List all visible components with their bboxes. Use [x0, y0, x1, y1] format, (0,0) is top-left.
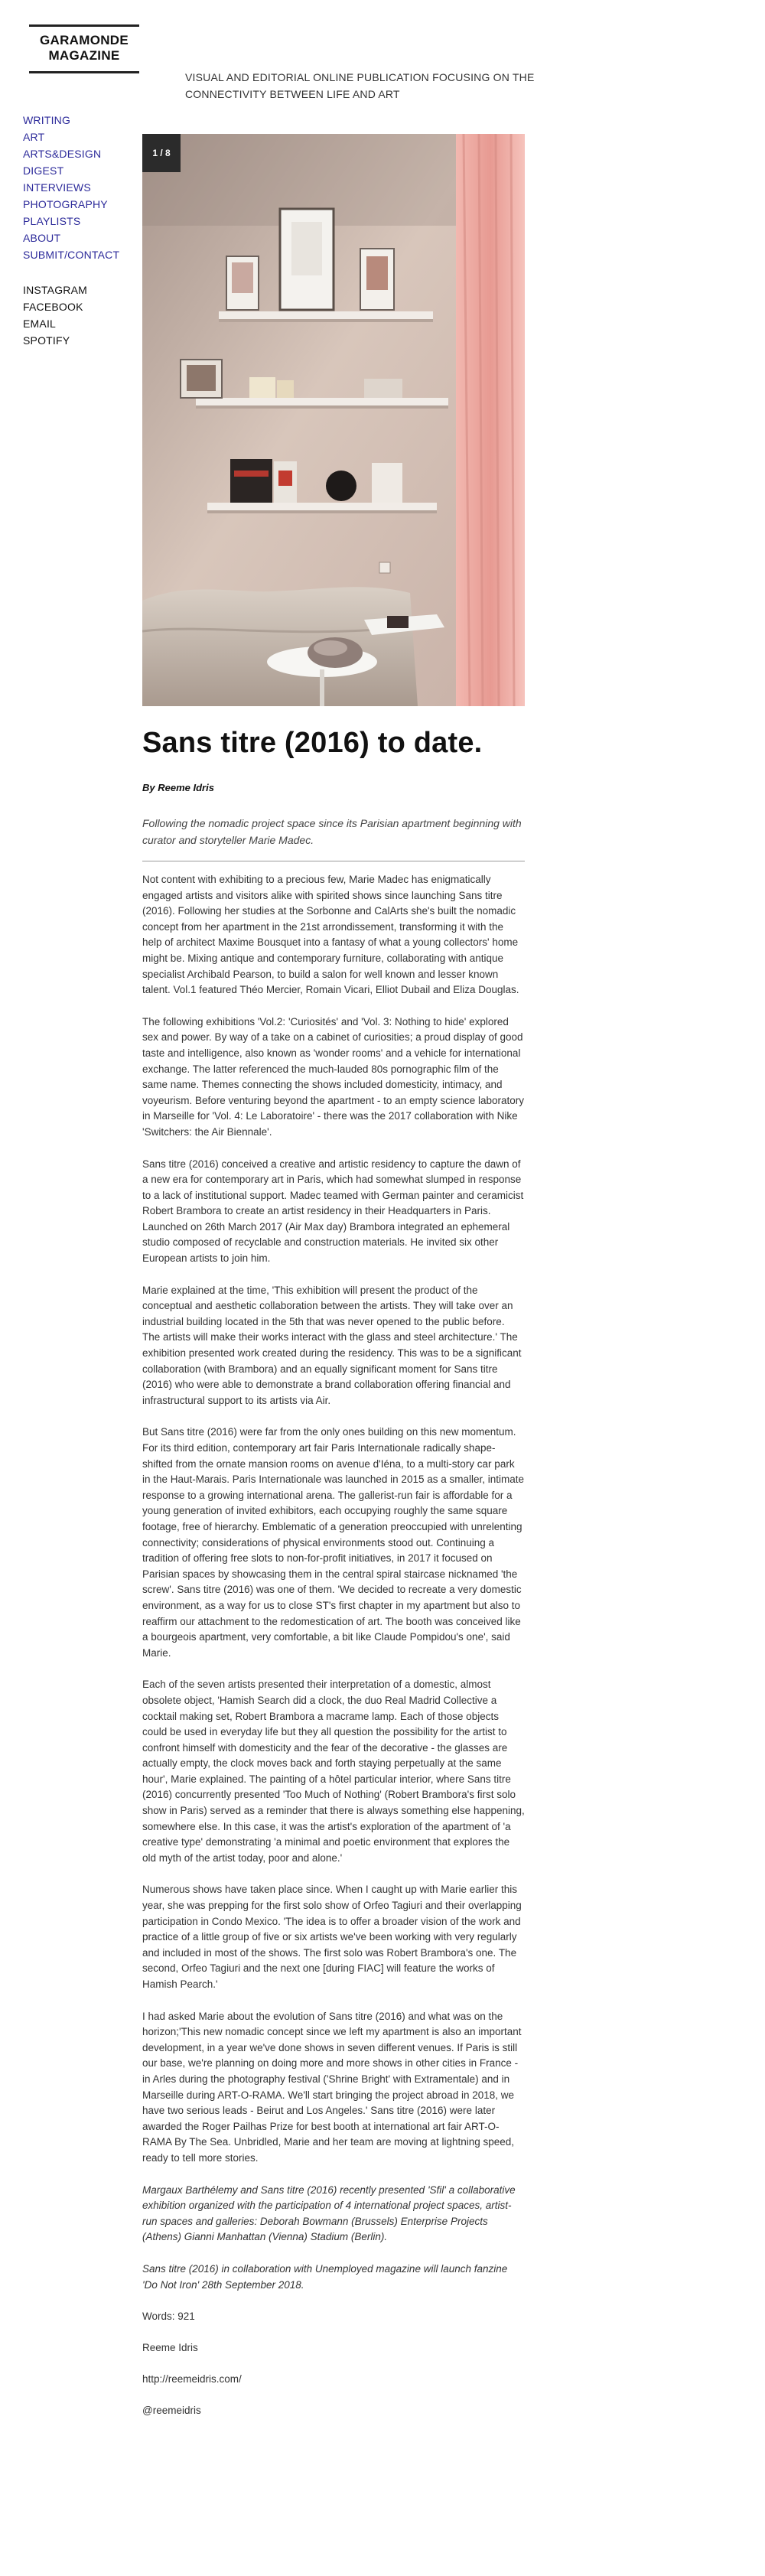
word-count: Words: 921: [142, 2311, 195, 2323]
article-paragraph: Not content with exhibiting to a precious few, Marie Madec has enigmatically engaged artists and visitors alike with spirited shows since launching Sans titre (2016). Following her studies at the Sorbonne and CalArts she's built the nomadic concept from her apartment in the 21st arrondissement, transforming it with the help of architect Maxime Bousquet into a fantasy of what a young collectors' home might be. Mixing antique and contemporary furniture, collaborating with antique specialist Archibald Pearson, to build a salon for well known and lesser known talent. Vol.1 featured Théo Mercier, Romain Vicari, Elliot Dubail and Eliza Douglas.: [142, 874, 519, 996]
gallery-counter: 1 / 8: [142, 134, 181, 172]
nav-item-playlists[interactable]: PLAYLISTS: [23, 215, 81, 227]
site-tagline: VISUAL AND EDITORIAL ONLINE PUBLICATION FOCUSING ON THE CONNECTIVITY BETWEEN LIFE AND ART: [185, 71, 535, 100]
social-link-spotify[interactable]: SPOTIFY: [23, 334, 70, 347]
article-note: Sans titre (2016) in collaboration with Unemployed magazine will launch fanzine 'Do Not Iron' 28th September 2018.: [142, 2262, 508, 2291]
nav-item-submit-contact[interactable]: SUBMIT/CONTACT: [23, 249, 120, 261]
nav-item-digest[interactable]: DIGEST: [23, 164, 64, 177]
author-name: Reeme Idris: [142, 2342, 198, 2354]
apartment-photo: [142, 134, 525, 706]
social-nav: [23, 282, 87, 349]
nav-item-writing[interactable]: WRITING: [23, 114, 71, 126]
logo-line-1: GARAMONDE: [39, 33, 129, 47]
social-link-instagram[interactable]: INSTAGRAM: [23, 284, 87, 296]
article-paragraph: Sans titre (2016) conceived a creative and artistic residency to capture the dawn of a new era for contemporary art in Paris, which had somewhat slumped in response to a lack of institutional support. Madec teamed with German painter and ceramicist Robert Brambora to create an artist residency in their Headquarters in Paris. Launched on 26th March 2017 (Air Max day) Brambora integrated an ephemeral studio composed of recyclable and construction materials. He invited six other European artists to join him.: [142, 1158, 524, 1265]
article-paragraph: Each of the seven artists presented their interpretation of a domestic, almost obsolete object, 'Hamish Search did a clock, the duo Real Madrid Collective a cocktail making set, Robert Brambora a macrame lamp. Each of those objects could be used in everyday life but they all question the possibility for the artist to confront himself with domesticity and the fear of the decorative - the glasses are actually empty, the clock moves back and forth staying perpetually at the same hour', Marie explained. The painting of a hôtel particular interior, where Sans titre (2016) concurrently presented 'Too Much of Nothing' (Robert Brambora's first solo show in Paris) served as a reminder that there is always something else happening, somewhere else. In this case, it was the artist's exploration of the apartment of 'a creative type' demonstrating 'a minimal and poetic environment that explores the old myth of the artist today, poor and alone.': [142, 1679, 525, 1864]
logo-line-2: MAGAZINE: [48, 48, 120, 63]
article-paragraph: But Sans titre (2016) were far from the only ones building on this new momentum. For its third edition, contemporary art fair Paris Internationale radically shape-shifted from the ornate mansion rooms on avenue d'Iéna, to a multi-story car park in the Haut-Marais. Paris Internationale was launched in 2015 as a smaller, intimate response to a growing international arena. The gallerist-run fair is affordable for a young generation of invited exhibitors, each occupying roughly the same square footage, free of hierarchy. Emblematic of a generation preoccupied with unrelenting connectivity; considerations of physical environments stood out. Continuing a tradition of offering free slots to non-for-profit initiatives, in 2017 it focused on Parisian spaces by showcasing them in the central spiral staircase nicknamed 'the screw'. Sans titre (2016) was one of them. 'We decided to recreate a very domestic environment, as a way for us to close ST's first chapter in my apartment but also to reaffirm our attachment to the redomestication of art. The booth was conceived like a bourgeois apartment, very comfortable, a bit like Claude Pompidou's one', said Marie.: [142, 1426, 525, 1659]
article-standfirst: Following the nomadic project space since its Parisian apartment beginning with curator and storyteller Marie Madec.: [142, 815, 525, 861]
nav-item-art[interactable]: ART: [23, 131, 45, 143]
article: [142, 725, 525, 2434]
main-nav: [23, 112, 119, 263]
nav-item-photography[interactable]: PHOTOGRAPHY: [23, 198, 108, 210]
author-handle[interactable]: @reemeidris: [142, 2405, 201, 2417]
gallery-image[interactable]: [142, 134, 525, 706]
article-byline: By Reeme Idris: [142, 782, 214, 793]
article-paragraph: The following exhibitions 'Vol.2: 'Curiosités' and 'Vol. 3: Nothing to hide' explored sex and power. By way of a take on a cabinet of curiosities; a proud display of good taste and intelligence, also known as 'wonder rooms' and a vehicle for international exchange. The latter referenced the much-lauded 80s pornographic film of the same name. Themes connecting the shows included domesticity, intimacy, and voyeurism. Before venturing beyond the apartment - to an empty science laboratory in Marseille for 'Vol. 4: Le Laboratoire' - there was the 2017 collaboration with Nike 'Switchers: the Air Biennale'.: [142, 1015, 525, 1138]
article-paragraph: Numerous shows have taken place since. When I caught up with Marie earlier this year, she was prepping for the first solo show of Orfeo Tagiuri and their overlapping participation in Condo Mexico. 'The idea is to offer a broader vision of the work and practice of a little group of five or six artists we've been working with very regularly and included in most of the shows. The first solo was Robert Brambora's one. The second, Orfeo Tagiuri and the next one [during FIAC] will feature the works of Hamish Pearch.': [142, 1884, 522, 1990]
social-link-facebook[interactable]: FACEBOOK: [23, 301, 83, 313]
article-paragraph: I had asked Marie about the evolution of Sans titre (2016) and what was on the horizon;'This new nomadic concept since we left my apartment is also an important development, in a year we've done shows in seven different venues. If Paris is still our base, we're planning on doing more and more shows in other cities in France - in Arles during the photography festival ('Shrine Bright' with Extramentale) and in Marseille during ART-O-RAMA. We'll start bringing the project abroad in 2018, we have two serious leads - Beirut and Los Angeles.' Sans titre (2016) were later awarded the Roger Pailhas Prize for best booth at international art fair ART-O-RAMA By The Sea. Unbridled, Marie and her team are moving at lightning speed, ready to tell more stories.: [142, 2010, 522, 2164]
article-note: Margaux Barthélemy and Sans titre (2016) recently presented 'Sfil' a collaborative exhibition organized with the participation of 4 international project spaces, artist-run spaces and galleries: Deborah Bowmann (Brussels) Enterprise Projects (Athens) Gianni Manhattan (Vienna) Stadium (Berlin).: [142, 2184, 516, 2243]
author-url[interactable]: http://reemeidris.com/: [142, 2373, 242, 2385]
nav-item-about[interactable]: ABOUT: [23, 232, 61, 244]
social-link-email[interactable]: EMAIL: [23, 318, 57, 330]
nav-item-arts-design[interactable]: ARTS&DESIGN: [23, 148, 102, 160]
article-paragraph: Marie explained at the time, 'This exhibition will present the product of the conceptual and aesthetic collaboration between the artists. They will take over an industrial building located in the 5th that was never opened to the public before. The artists will make their works interact with the glass and steel architecture.' The exhibition presented work created during the residency. This was to be a significant collaboration (with Brambora) and an equally significant moment for Sans titre (2016) who were able to demonstrate a brand collaboration offering financial and infrastructural support to its artists via Air.: [142, 1284, 522, 1406]
article-title: Sans titre (2016) to date.: [142, 727, 483, 759]
nav-item-interviews[interactable]: INTERVIEWS: [23, 181, 91, 194]
site-logo[interactable]: [29, 24, 139, 73]
